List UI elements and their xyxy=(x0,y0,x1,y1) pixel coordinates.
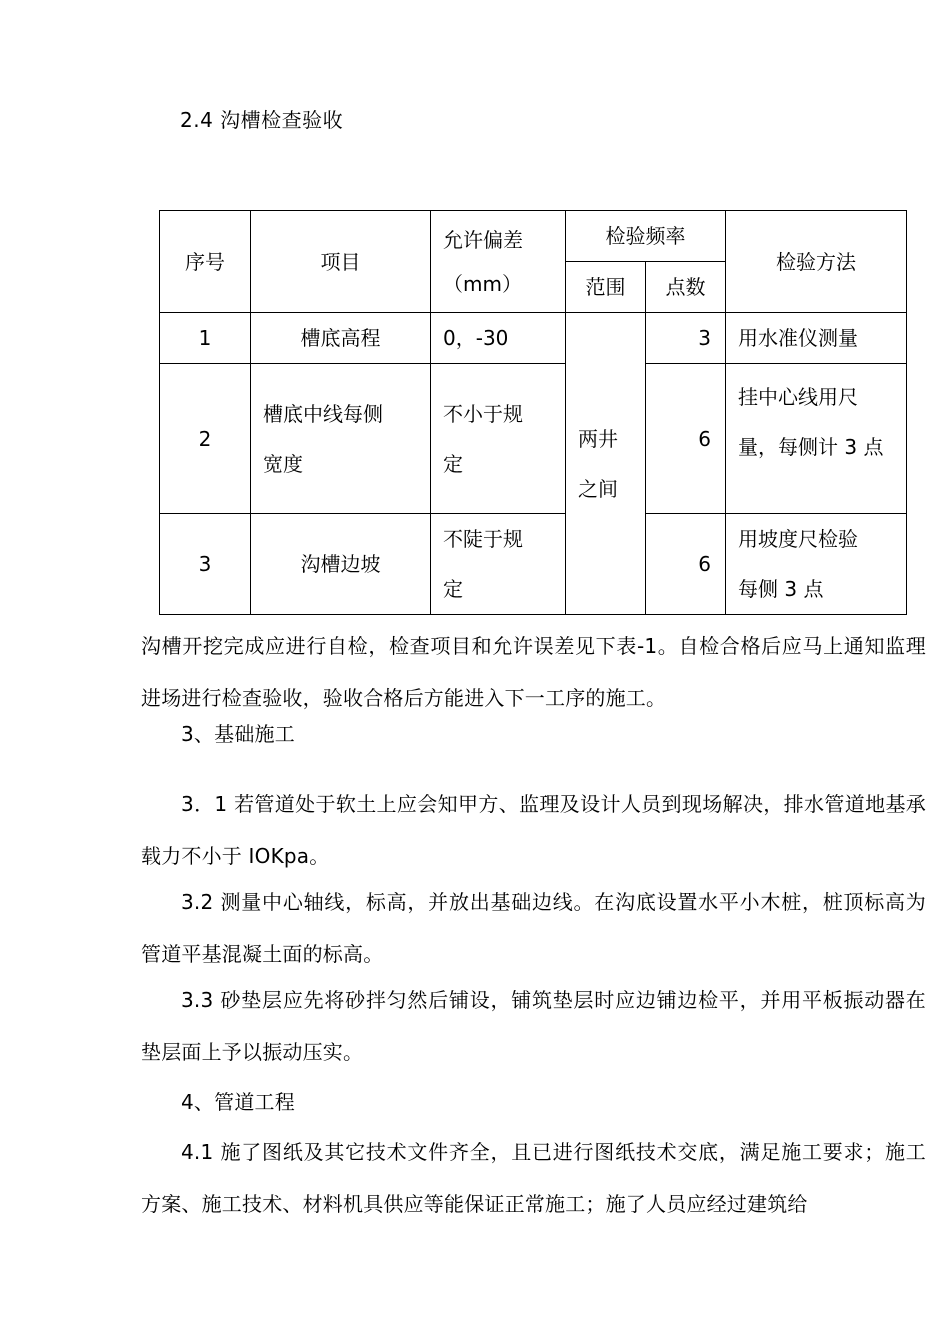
header-range: 范围 xyxy=(566,262,646,313)
row-method-line2: 量，每侧计 3 点 xyxy=(738,435,884,459)
row-deviation-line1: 不陡于规 xyxy=(443,527,523,551)
row-deviation xyxy=(431,364,566,514)
section-heading: 2.4 沟槽检查验收 xyxy=(180,108,344,132)
row-points: 6 xyxy=(646,364,726,514)
row-deviation: 0，-30 xyxy=(431,313,566,364)
paragraph-3-3: 3.3 砂垫层应先将砂拌匀然后铺设，铺筑垫层时应边铺边检平，并用平板振动器在垫层面上予以振动压实。 xyxy=(141,988,926,1064)
row-seq: 2 xyxy=(160,364,251,514)
header-deviation-line1: 允许偏差 xyxy=(443,227,523,252)
row-deviation-line2: 定 xyxy=(443,451,463,476)
paragraph-self-inspection: 沟槽开挖完成应进行自检，检查项目和允许误差见下表-1。自检合格后应马上通知监理进场进行检查验收，验收合格后方能进入下一工序的施工。 xyxy=(141,634,926,710)
header-method: 检验方法 xyxy=(726,211,907,313)
row-item xyxy=(251,364,431,514)
row-deviation-line1: 不小于规 xyxy=(443,401,523,426)
row-points: 3 xyxy=(646,313,726,364)
row-method-line1: 挂中心线用尺 xyxy=(738,385,858,409)
paragraph-3-1: 3．1 若管道处于软土上应会知甲方、监理及设计人员到现场解决，排水管道地基承载力不小于 IOKpa。 xyxy=(141,792,926,868)
row-item: 槽底高程 xyxy=(251,313,431,364)
paragraph-4-1: 4.1 施了图纸及其它技术文件齐全，且已进行图纸技术交底，满足施工要求；施工方案、施工技术、材料机具供应等能保证正常施工；施了人员应经过建筑给 xyxy=(141,1140,926,1216)
header-deviation-line2: （mm） xyxy=(443,271,522,296)
row-method xyxy=(726,364,907,514)
header-item: 项目 xyxy=(251,211,431,313)
table-row xyxy=(160,313,907,364)
header-deviation xyxy=(431,211,566,313)
row-method: 用水准仪测量 xyxy=(726,313,907,364)
row-seq: 1 xyxy=(160,313,251,364)
row-points: 6 xyxy=(646,514,726,615)
row-range xyxy=(566,313,646,615)
row-item-line1: 槽底中线每侧 xyxy=(263,401,383,426)
row-item: 沟槽边坡 xyxy=(251,514,431,615)
row-deviation xyxy=(431,514,566,615)
row-method-line1: 用坡度尺检验 xyxy=(738,527,858,551)
row-method-line2: 每侧 3 点 xyxy=(738,577,824,601)
row-seq: 3 xyxy=(160,514,251,615)
paragraph-3-2: 3.2 测量中心轴线，标高，并放出基础边线。在沟底设置水平小木桩，桩顶标高为管道平基混凝土面的标高。 xyxy=(141,890,926,966)
row-deviation-line2: 定 xyxy=(443,577,463,601)
header-frequency: 检验频率 xyxy=(566,211,726,262)
header-seq: 序号 xyxy=(160,211,251,313)
row-item-line2: 宽度 xyxy=(263,451,303,476)
section-heading-foundation: 3、基础施工 xyxy=(181,722,295,746)
table-row xyxy=(160,514,907,615)
row-method xyxy=(726,514,907,615)
row-range-line2: 之间 xyxy=(578,476,618,501)
row-range-line1: 两井 xyxy=(578,426,618,451)
inspection-table xyxy=(159,210,907,615)
table-row xyxy=(160,364,907,514)
header-points: 点数 xyxy=(646,262,726,313)
section-heading-pipeline: 4、管道工程 xyxy=(181,1090,295,1114)
